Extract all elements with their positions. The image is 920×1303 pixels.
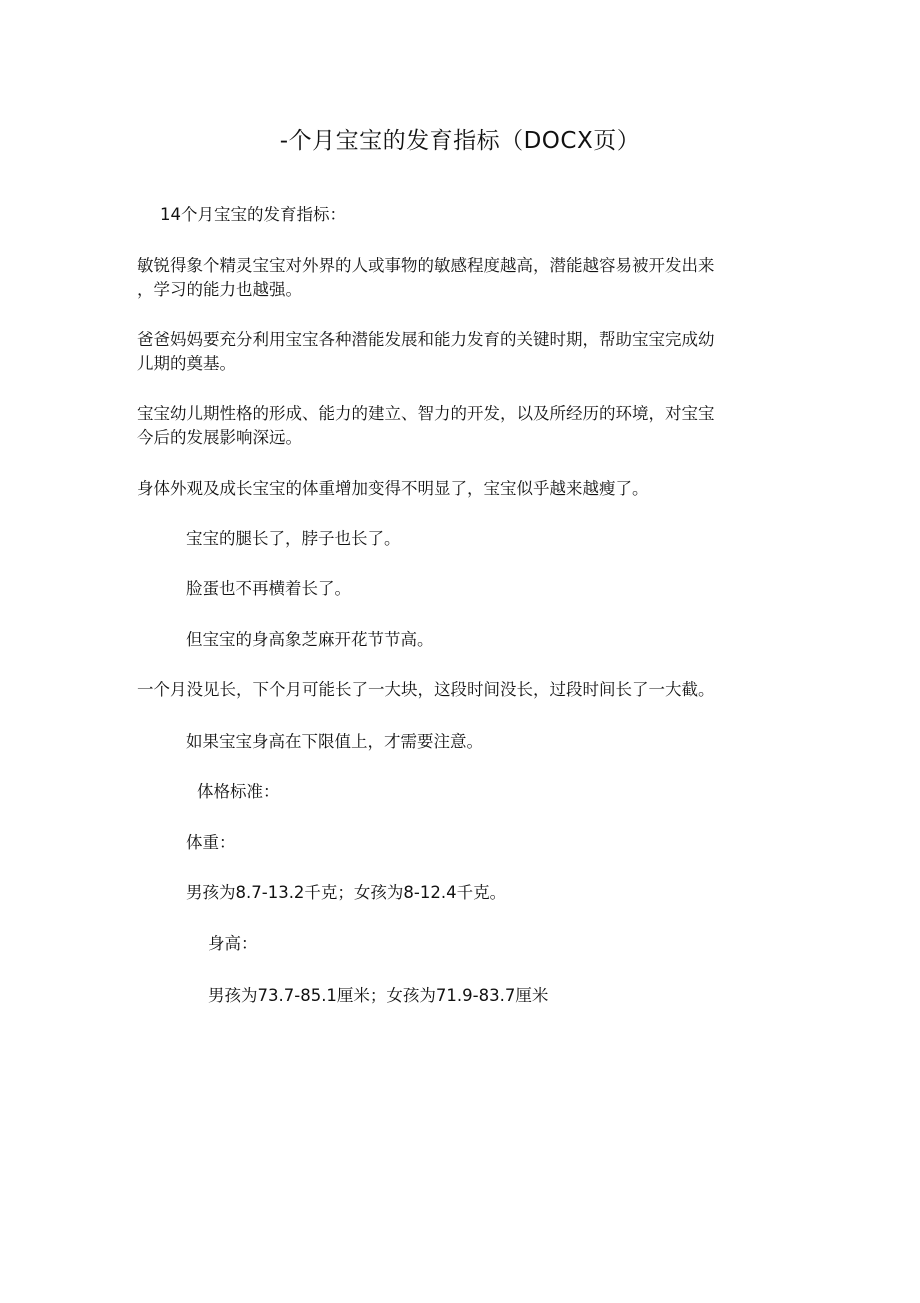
paragraph-personality xyxy=(137,402,787,450)
paragraph-line: 爸爸妈妈要充分利用宝宝各种潜能发展和能力发育的关键时期，帮助宝宝完成幼 xyxy=(137,330,715,349)
height-label: 身高： xyxy=(208,934,258,953)
standard-heading: 体格标准： xyxy=(197,782,280,801)
paragraph-parents xyxy=(137,328,787,376)
subtitle: 14个月宝宝的发育指标： xyxy=(160,205,346,224)
paragraph-line: 敏锐得象个精灵宝宝对外界的人或事物的敏感程度越高，潜能越容易被开发出来 xyxy=(137,256,715,275)
height-values: 男孩为73.7-85.1厘米；女孩为71.9-83.7厘米 xyxy=(208,986,549,1005)
monthly-growth-text: 一个月没见长，下个月可能长了一大块，这段时间没长，过段时间长了一大截。 xyxy=(137,680,715,699)
face-text: 脸蛋也不再横着长了。 xyxy=(186,579,351,598)
weight-label: 体重： xyxy=(186,833,236,852)
height-growth-text: 但宝宝的身高象芝麻开花节节高。 xyxy=(186,630,434,649)
attention-text: 如果宝宝身高在下限值上，才需要注意。 xyxy=(186,732,483,751)
paragraph-line: 宝宝幼儿期性格的形成、能力的建立、智力的开发，以及所经历的环境，对宝宝 xyxy=(137,404,715,423)
weight-values: 男孩为8.7-13.2千克；女孩为8-12.4千克。 xyxy=(186,883,507,902)
body-appearance-text: 身体外观及成长宝宝的体重增加变得不明显了，宝宝似乎越来越瘦了。 xyxy=(137,479,649,498)
document-title: -个月宝宝的发育指标（DOCX页） xyxy=(279,128,641,154)
legs-text: 宝宝的腿长了，脖子也长了。 xyxy=(186,529,401,548)
paragraph-line: 今后的发展影响深远。 xyxy=(137,428,302,447)
paragraph-line: ，学习的能力也越强。 xyxy=(137,280,302,299)
paragraph-line: 儿期的奠基。 xyxy=(137,354,236,373)
paragraph-sensitivity xyxy=(137,254,787,302)
